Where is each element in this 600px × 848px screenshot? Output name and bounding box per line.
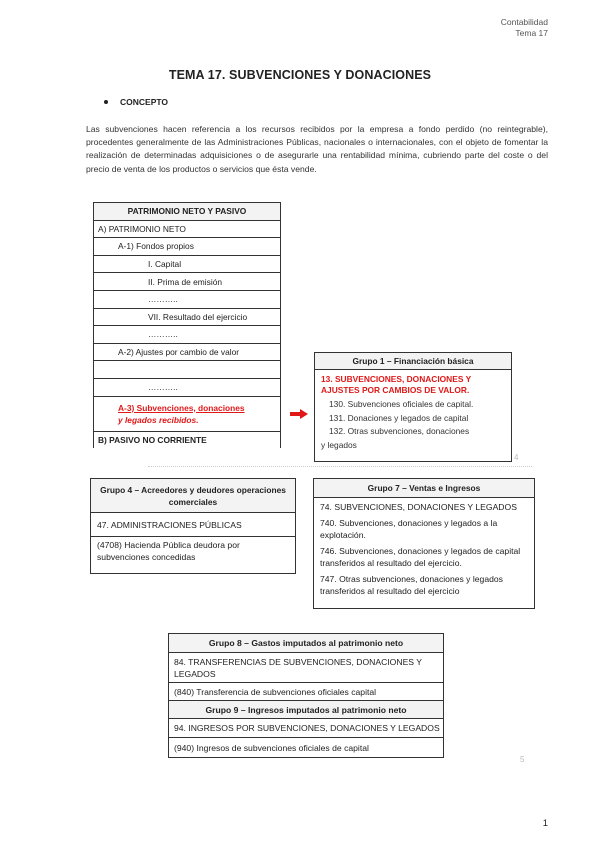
grupo8-row: (840) Transferencia de subvenciones oficiales capital (169, 683, 443, 701)
header-topic: Tema 17 (515, 28, 548, 38)
grupo9-row: 94. INGRESOS POR SUBVENCIONES, DONACIONES Y LEGADOS (169, 719, 443, 738)
slide-number: 5 (520, 755, 525, 764)
grupo9-header: Grupo 9 – Ingresos imputados al patrimonio neto (169, 701, 443, 719)
page-header (501, 17, 548, 39)
grupo1-title: 13. SUBVENCIONES, DONACIONES Y AJUSTES POR CAMBIOS DE VALOR. (321, 374, 472, 395)
grupo7-header: Grupo 7 – Ventas e Ingresos (314, 479, 534, 498)
patrimonio-row: ……….. (94, 326, 280, 344)
list-item: 132. Otras subvenciones, donaciones (329, 426, 470, 436)
grupo8-header: Grupo 8 – Gastos imputados al patrimonio neto (169, 634, 443, 653)
patrimonio-row (94, 361, 280, 379)
patrimonio-row: I. Capital (94, 256, 280, 274)
page-title: TEMA 17. SUBVENCIONES Y DONACIONES (168, 68, 432, 82)
grupo8-row: 84. TRANSFERENCIAS DE SUBVENCIONES, DONACIONES Y LEGADOS (169, 653, 443, 683)
list-item: 74. SUBVENCIONES, DONACIONES Y LEGADOS (320, 502, 517, 512)
patrimonio-row: A-2) Ajustes por cambio de valor (94, 344, 280, 362)
grupo8-9-box (168, 633, 444, 758)
list-item: 747. Otras subvenciones, donaciones y legados transferidos al resultado del ejercicio (320, 574, 503, 596)
grupo7-box (313, 478, 535, 609)
grupo1-header: Grupo 1 – Financiación básica (315, 353, 511, 370)
patrimonio-row: A-1) Fondos propios (94, 238, 280, 256)
bullet-label: CONCEPTO (120, 97, 169, 107)
page-number: 1 (542, 818, 548, 829)
list-item: 130. Subvenciones oficiales de capital. (329, 399, 474, 409)
concept-paragraph: Las subvenciones hacen referencia a los recursos recibidos por la empresa a fondo perdido (no reintegrable), procedentes generalmente de las Administraciones Públicas, nacionales o internacionales, con el objeto de fomentar la realización de determinadas adquisiciones o de asegurarle una rentabilidad mínima, cubriendo parte del coste o del precio de venta de los productos o servicios que ésta vende. (86, 124, 548, 174)
patrimonio-row: II. Prima de emisión (94, 273, 280, 291)
slide-number: 4 (514, 453, 519, 462)
grupo4-row: (4708) Hacienda Pública deudora por subvenciones concedidas (97, 540, 240, 562)
bullet-concepto (104, 97, 168, 107)
grupo7-list (314, 498, 534, 604)
patrimonio-row: B) PASIVO NO CORRIENTE (98, 435, 207, 446)
patrimonio-row: A) PATRIMONIO NETO (94, 221, 280, 239)
patrimonio-row: VII. Resultado del ejercicio (94, 309, 280, 327)
list-item: 740. Subvenciones, donaciones y legados a la explotación. (320, 518, 498, 540)
list-item: 131. Donaciones y legados de capital (329, 412, 469, 423)
grupo4-row: 47. ADMINISTRACIONES PÚBLICAS (91, 513, 295, 537)
patrimonio-header: PATRIMONIO NETO Y PASIVO (94, 203, 280, 221)
patrimonio-row: ……….. (94, 379, 280, 397)
grupo4-header: Grupo 4 – Acreedores y deudores operaciones comerciales (91, 479, 295, 513)
grupo1-box (314, 352, 512, 462)
grupo1-list (315, 396, 511, 452)
header-subject: Contabilidad (500, 17, 548, 27)
arrow-right-icon (290, 409, 308, 419)
subvenciones-line2: y legados recibidos. (118, 414, 199, 425)
list-item: 746. Subvenciones, donaciones y legados de capital transferidos al resultado del ejercicio. (320, 546, 521, 568)
grupo4-box (90, 478, 296, 574)
slide-separator (148, 466, 532, 467)
bullet-dot-icon (104, 100, 108, 104)
patrimonio-row: ……….. (94, 291, 280, 309)
patrimonio-table (93, 202, 281, 448)
list-item: y legados (321, 439, 357, 450)
grupo9-row: (940) Ingresos de subvenciones oficiales de capital (174, 742, 369, 753)
patrimonio-row-subvenciones (94, 397, 280, 432)
subvenciones-line1: A-3) Subvenciones, donaciones (118, 402, 245, 413)
